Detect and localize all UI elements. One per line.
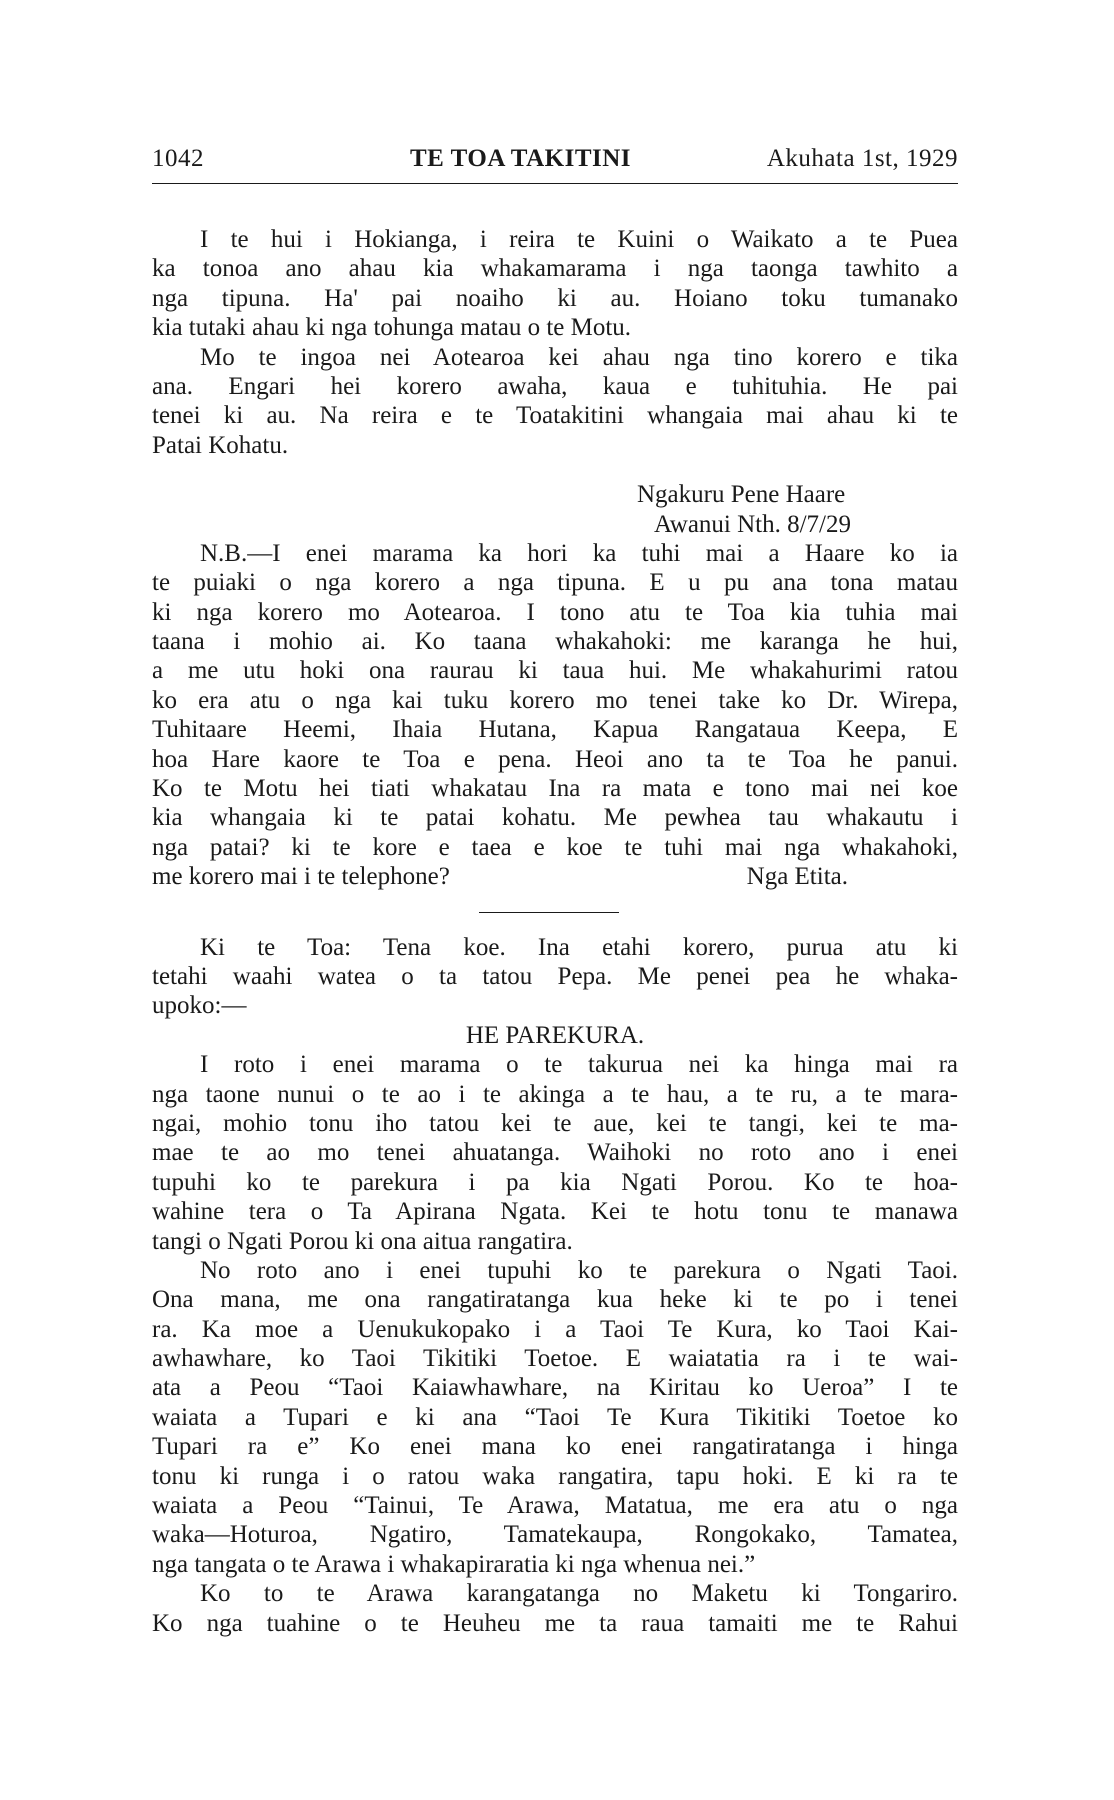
- text-line: ko era atu o nga kai tuku korero mo tenei take ko Dr. Wirepa,: [152, 686, 958, 714]
- text-line: Patai Kohatu.: [152, 431, 289, 459]
- text-line: waiata a Tupari e ki ana “Taoi Te Kura Tikitiki Toetoe ko: [152, 1403, 958, 1431]
- text-line: Ko to te Arawa karangatanga no Maketu ki Tongariro.: [200, 1580, 958, 1608]
- header-rule: [152, 183, 958, 184]
- text-line: Ko nga tuahine o te Heuheu me ta raua tamaiti me te Rahui: [152, 1609, 958, 1637]
- letter-paragraph-1: [152, 225, 958, 343]
- text-line: Ko te Motu hei tiati whakatau Ina ra mata e tono mai nei koe: [152, 775, 958, 803]
- text-line: Tuhitaare Heemi, Ihaia Hutana, Kapua Rangataua Keepa, E: [152, 716, 958, 744]
- text-line: Ki te Toa: Tena koe. Ina etahi korero, purua atu ki: [200, 933, 958, 961]
- text-line: ata a Peou “Taoi Kaiawhawhare, na Kiritau ko Ueroa” I te: [152, 1374, 958, 1402]
- article-paragraph-3: [152, 1579, 958, 1638]
- text-line: nga tipuna. Ha' pai noaiho ki au. Hoiano toku tumanako: [152, 284, 958, 312]
- text-line: waiata a Peou “Tainui, Te Arawa, Matatua, me era atu o nga: [152, 1492, 958, 1520]
- text-line: nga patai? ki te kore e taea e koe te tuhi mai nga whakahoki,: [152, 833, 958, 861]
- text-line: I roto i enei marama o te takurua nei ka hinga mai ra: [200, 1051, 958, 1079]
- text-line: te puiaki o nga korero a nga tipuna. E u pu ana tona matau: [152, 569, 958, 597]
- text-line: wahine tera o Ta Apirana Ngata. Kei te hotu tonu te manawa: [152, 1198, 958, 1226]
- text-line: mae te ao mo tenei ahuatanga. Waihoki no roto ano i enei: [152, 1139, 958, 1167]
- text-line: upoko:—: [152, 992, 247, 1020]
- issue-date: Akuhata 1st, 1929: [766, 145, 958, 172]
- text-line: I te hui i Hokianga, i reira te Kuini o Waikato a te Puea: [200, 226, 958, 253]
- text-line: No roto ano i enei tupuhi ko te parekura o Ngati Taoi.: [200, 1256, 958, 1284]
- letter-paragraph-2: [152, 343, 958, 461]
- text-line: ra. Ka moe a Uenukukopako i a Taoi Te Kura, ko Taoi Kai-: [152, 1315, 958, 1343]
- text-line: ki nga korero mo Aotearoa. I tono atu te Toa kia tuhia mai: [152, 598, 958, 626]
- page-body: [152, 225, 958, 1638]
- text-line: taana i mohio ai. Ko taana whakahoki: me karanga he hui,: [152, 628, 958, 656]
- running-header: [152, 145, 958, 181]
- text-line: waka—Hoturoa, Ngatiro, Tamatekaupa, Rongokako, Tamatea,: [152, 1521, 958, 1549]
- text-line: nga taone nunui o te ao i te akinga a te hau, a te ru, a te mara-: [152, 1080, 958, 1108]
- text-line: ka tonoa ano ahau kia whakamarama i nga taonga tawhito a: [152, 255, 958, 283]
- text-line: kia tutaki ahau ki nga tohunga matau o te Motu.: [152, 314, 632, 342]
- text-line: tonu ki runga i o ratou waka rangatira, tapu hoki. E ki ra te: [152, 1462, 958, 1490]
- page-number: 1042: [152, 145, 204, 172]
- editor-note: [152, 539, 958, 892]
- text-line: kia whangaia ki te patai kohatu. Me pewhea tau whakautu i: [152, 804, 958, 832]
- toa-letter: [152, 933, 958, 1021]
- text-line: Ona mana, me ona rangatiratanga kua heke ki te po i tenei: [152, 1286, 958, 1314]
- text-line: ana. Engari hei korero awaha, kaua e tuhituhia. He pai: [152, 372, 958, 400]
- text-line-with-signoff: [152, 862, 958, 891]
- text-line: awhawhare, ko Taoi Tikitiki Toetoe. E waiatatia ra i te wai-: [152, 1345, 958, 1373]
- text-line: tupuhi ko te parekura i pa kia Ngati Porou. Ko te hoa-: [152, 1168, 958, 1196]
- text-line: nga tangata o te Arawa i whakapiraratia ki nga whenua nei.”: [152, 1550, 756, 1578]
- text-line: Tupari ra e” Ko enei mana ko enei rangatiratanga i hinga: [152, 1433, 958, 1461]
- text-line: tangi o Ngati Porou ki ona aitua rangatira.: [152, 1227, 573, 1255]
- section-divider: [479, 912, 619, 913]
- text-line: hoa Hare kaore te Toa e pena. Heoi ano ta te Toa he panui.: [152, 745, 958, 773]
- publication-title: TE TOA TAKITINI: [410, 145, 632, 172]
- article-paragraph-2: [152, 1256, 958, 1579]
- article-paragraph-1: [152, 1050, 958, 1256]
- editor-signoff: Nga Etita.: [746, 863, 848, 891]
- text-line: tenei ki au. Na reira e te Toatakitini whangaia mai ahau ki te: [152, 402, 958, 430]
- text-line: N.B.—I enei marama ka hori ka tuhi mai a Haare ko ia: [200, 539, 958, 567]
- signature-place-date: Awanui Nth. 8/7/29: [654, 510, 851, 538]
- text-line: me korero mai i te telephone?: [152, 863, 450, 891]
- text-line: a me utu hoki ona raurau ki taua hui. Me whakahurimi ratou: [152, 657, 958, 685]
- text-line: ngai, mohio tonu iho tatou kei te aue, kei te tangi, kei te ma-: [152, 1109, 958, 1137]
- article-heading: HE PAREKURA.: [465, 1021, 645, 1049]
- signature-name: Ngakuru Pene Haare: [637, 481, 846, 509]
- text-line: tetahi waahi watea o ta tatou Pepa. Me penei pea he whaka-: [152, 962, 958, 990]
- text-line: Mo te ingoa nei Aotearoa kei ahau nga tino korero e tika: [200, 343, 958, 371]
